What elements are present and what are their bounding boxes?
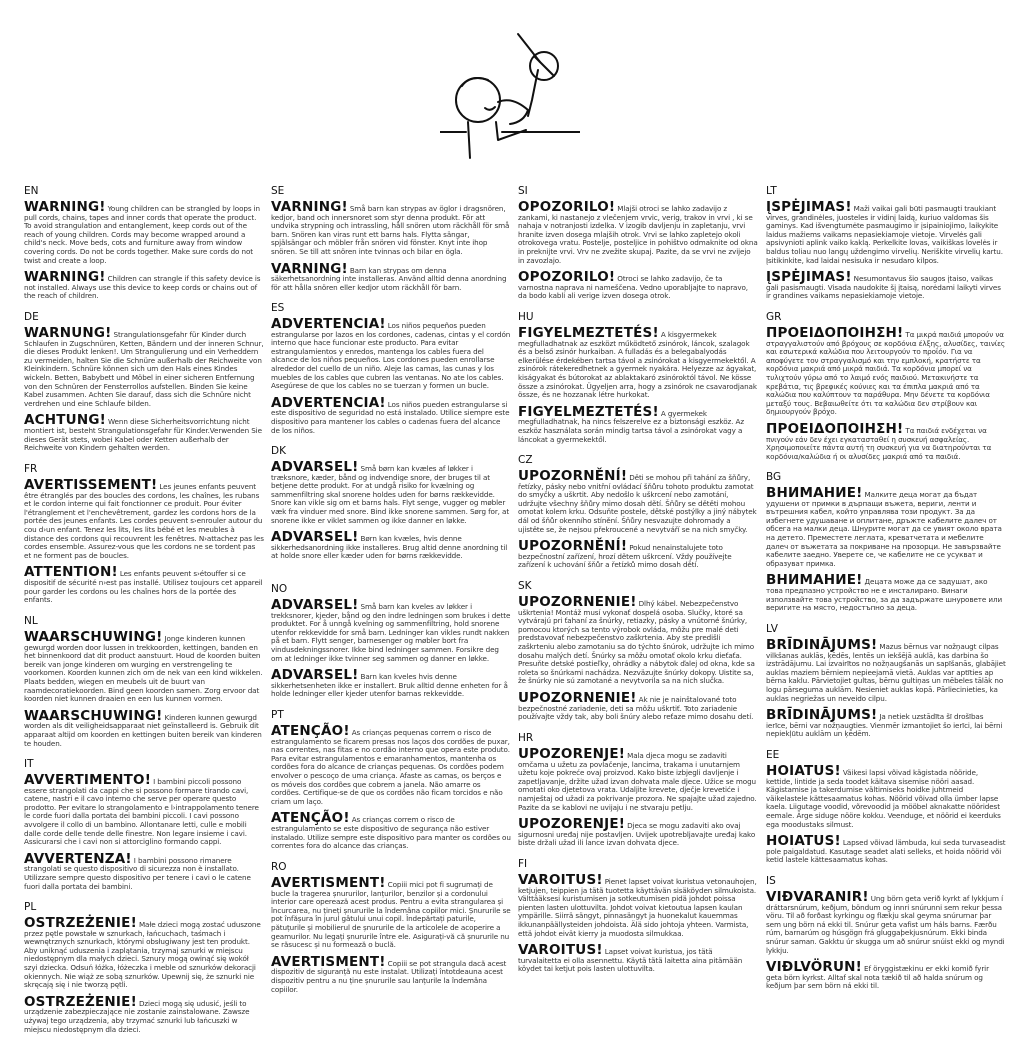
warning-paragraph [271,531,511,561]
warning-paragraph [24,271,264,301]
language-code: RO [271,861,287,873]
language-section-pl [24,901,264,1040]
language-section-sk [518,580,758,728]
warning-title: ADVARSEL! [271,667,359,684]
warning-title: BRĪDINĀJUMS! [766,707,878,724]
language-code: SE [271,185,285,197]
warning-text: Mazus bērnus var nožņaugt cilpas vilkšanas auklās, ķēdēs, lentēs un iekšējā auklā, kas darbina šo izstrādājumu. Lai izvairītos no nožņaugšanās un sapīšanās, glabājiet auklas maziem bērniem nepieejamā vietā. Auklas var aptīties ap bērna kaklu. Pārvietojiet gultas, bērnu gultiņas un mēbeles tālāk no logu pārseguma auklām. Nesieniet auklas kopā. Pārliecinieties, ka auklas negriežas un neveido cilpu. [766,642,1006,703]
warning-text: Väikesi lapsi võivad kägistada nööride, kettide, lintide ja seda toodet käitava sisemise nööri aasad. Kägistamise ja takerdumise vältimiseks hoidke juhtmeid väikelastele kättesaamatus kohas. Nöörid võivad olla ümber lapse kaela. Liigutage voodid, võrevoodid ja mööbel aknakatte nööridest eemale. Ärge siduge nööre kokku. Veenduge, et nöörid ei keerduks ega moodustaks silmust. [766,768,1001,829]
warning-paragraph [24,566,264,604]
warning-text: Maži vaikai gali būti pasmaugti traukiant virves, grandinėles, juosteles ir vidinį laidą, kuriuo valdomas šis gaminys. Kad išvengtumėte pasmaugimo ir įsipainiojimo, laikykite laidus mažiems vaikams nepasiekiamoje vietoje. Virvelės gali apsivynioti aplink vaiko kaklą. Perkelkite lovas, vaikiškas lovelės ir baldus toliau nuo langų uždengimo virvelių. Neriškite virvelių kartu. Įsitikinkite, kad laidai nesisuka ir nesudaro kilpos. [766,204,1003,265]
warning-title: WARNING! [24,269,106,286]
warning-title: AVERTISSEMENT! [24,477,158,493]
warning-text: Mala djeca mogu se zadaviti omčama u užetu za povlačenje, lancima, trakama i unutarnjem užetu koje pokreće ovaj proizvod. Kako biste izbjegli davljenje i zapetljavanje, držite užad izvan dohvata male djece. Užice se mogu omotati oko djetetova vrata. Udaljite krevete, dječje krevetiće i namještaj od užadi za pokrivanje prozora. Ne spajajte užad zajedno. Pazite da se kablovi ne uvijaju i ne stvaraju petlju. [518,751,757,812]
warning-title: OSTRZEŻENIE! [24,915,137,931]
warning-title: AVERTISMENT! [271,875,386,891]
language-code: NO [271,583,288,595]
language-section-si [518,185,758,307]
language-section-lt [766,185,1006,307]
warning-text: Los niños pueden estrangularse si este dispositivo de seguridad no está instalado. Utilice siempre este dispositivo para mantener los cables o cadenas fuera del alcance de los niños. [271,399,510,435]
warning-paragraph [766,709,1006,739]
language-code: NL [24,615,38,627]
warning-paragraph [518,596,758,686]
language-section-hr [518,732,758,854]
warning-paragraph [271,669,511,699]
language-section-en [24,185,264,307]
warning-text: As crianças correm o risco de estrangulamento se este dispositivo de segurança não estiver instalado. Utilize sempre este dispositivo para manter os cordões ou correntes fora do alcance das crianças. [271,815,511,851]
language-code: CZ [518,454,533,466]
warning-text: Lapsed võivad lämbuda, kui seda turvaseadist pole paigaldatud. Kasutage seadet alati selleks, et hoida nöörid või ketid lastele kättesaamatus kohas. [766,838,1006,865]
language-code: ES [271,302,285,314]
warning-paragraph [24,850,264,891]
warning-paragraph [518,874,758,938]
warning-paragraph [766,835,1006,865]
warning-title: UPOZORNENIE! [518,594,637,610]
language-section-pt [271,709,511,857]
language-code: EN [24,185,39,197]
warning-paragraph [518,271,758,301]
warning-title: ĮSPĖJIMAS! [766,199,852,215]
warning-paragraph [518,540,758,570]
language-code: IS [766,875,776,887]
warning-text: Dlhý kábel. Nebezpečenstvo uškrtenia! Montáž musí vykonať dospelá osoba. Slučky, ktoré sa vytvárajú pri ťahaní za šnúrky, retiazky, pásky a vnútorné šnúrky, pomocou ktorých sa tento výrobok ovláda, môžu pre malé deti predstavovať nebezpečenstvo zaškrtenia. Aby ste predišli zaškrteniu alebo zamotaniu sa do týchto šnúrok, udržujte ich mimo dosahu malých detí. Šnúrky sa môžu omotať okolo krku dieťaťa. Presuňte detské postieľky, ohrádky a nábytok ďalej od okna, kde sa roleta so šnúrkami nachádza. Nezväzujte šnúrky dokopy. Uistite sa, že šnúrky nie sú zamotané a nevytvorila sa na nich slučka. [518,599,755,686]
warning-text: Wenn diese Sicherheitsvorrichtung nicht montiert ist, besteht Strangulationsgefahr für Kinder.Verwenden Sie dieses Gerät stets, wobei Kabel oder Ketten außerhalb der Reichweite von Kindern gehalten werden. [24,417,262,453]
warning-text: Ef öryggistækinu er ekki komið fyrir geta börn kyrkst. Alltaf skal nota tækið til að halda snúrum og keðjum þar sem börn ná ekki til. [766,964,989,991]
warning-text: Ung börn geta verið kyrkt af lykkjum í dráttarsnúrum, keðjum, böndum og innri snúrunni sem rekur þessa vöru. Til að forðast kyrkingu og flækju skal geyma snúrurnar þar sem ung börn ná ekki til. Snúrur geta vafist um háls barns. Færðu rúm, barnarúm og húsgögn frá gluggaþekjusnúrum. Ekki binda snúrur saman. Gakktu úr skugga um að snúrur snúist ekki og myndi lykkju. [766,894,1005,955]
language-code: SI [518,185,528,197]
warning-title: ADVARSEL! [271,529,359,546]
warning-text: Los niños pequeños pueden estrangularse por lazos en los cordones, cadenas, cintas y el cordón interno que hace funcionar este producto. Para evitar estrangulamientos y enredos, mantenga los cables fuera del alcance de los niños pequeños. Los cordones pueden enrollarse alrededor del cuello de un niño. Aleje las camas, las cunas y los muebles de los cables que cubren las ventanas. No ate los cables. Asegúrese de que los cables no se tuerzan y formen un bucle. [271,321,511,391]
language-code: FI [518,858,528,870]
warning-text: A kisgyermekek megfulladhatnak az eszközt működtető zsinórok, láncok, szalagok és a belső zsinór hurkaiban. A fulladás és a belegabalyodás elkerülése érdekében tartsa távol a zsinórokat a kisgyermekektől. A zsinórok rátekeredhetnek a gyermek nyakára. Helyezze az ágyakat, kiságyakat és bútorokat az ablaktakaró zsinóroktól távol. Ne kösse össze a zsinórokat. Ügyeljen arra, hogy a zsinórok ne csavarodjanak össze, és ne hozzanak létre hurkokat. [518,330,757,400]
warning-text: Children can strangle if this safety device is not installed. Always use this device to keep cords or chains out of the reach of children. [24,274,261,301]
warning-paragraph [24,201,264,265]
warning-text: Małe dzieci mogą zostać uduszone przez pętle powstałe w sznurkach, łańcuchach, taśmach i wewnętrznych sznurkach, którymi obsługiwany jest ten produkt. Aby uniknąć uduszenia i zaplątania, trzymaj sznurki w miejscu niedostępnym dla małych dzieci. Sznury mogą owinąć się wokół szyi dziecka. Odsuń łóżka, łóżeczka i meble od sznurków dekoracji okiennych. Nie wiąż ze sobą sznurków. Upewnij się, że sznurki nie skręcają się i nie tworzą pętli. [24,920,261,990]
warning-title: VARNING! [271,199,348,215]
warning-paragraph [271,599,511,663]
warning-paragraph [271,201,511,257]
warning-title: VAROITUS! [518,942,603,959]
warning-title: ATTENTION! [24,564,118,581]
warning-paragraph [766,420,1006,461]
warning-title: OPOZORILO! [518,199,616,215]
warning-title: OPOZORILO! [518,269,616,286]
warning-text: Copiii mici pot fi sugrumați de bucle la tragerea șnururilor, lanțurilor, benzilor și a cordonului interior care operează acest produs. Pentru a evita strangularea și încurcarea, nu țineți șnururile la îndemâna copiilor mici. Șnururile se pot înfășura în jurul gâtului unui copil. Îndepărtați paturile, pătuțurile și mobilierul de șnururile de la articolele de acoperire a geamurilor. Nu legați șnururile între ele. Asigurați-vă că șnururile nu se răsucesc și nu formează o buclă. [271,880,511,950]
warning-paragraph [271,812,511,850]
warning-paragraph [518,201,758,265]
warning-paragraph [518,327,758,400]
warning-text: Barn kan kveles hvis denne sikkerhetsenheten ikke er installert. Bruk alltid denne enheten for å holde ledninger eller kjeder utenfor barnas rekkevidde. [271,672,508,699]
warning-title: ATENÇÃO! [271,723,350,739]
warning-title: WAARSCHUWING! [24,629,163,645]
warning-paragraph [24,414,264,452]
language-code: SK [518,580,532,592]
language-section-no [271,583,511,705]
warning-paragraph [766,271,1006,301]
warning-title: WAARSCHUWING! [24,707,163,724]
warning-title: UPOZORENJE! [518,746,626,762]
warning-paragraph [766,891,1006,955]
warning-paragraph [766,765,1006,829]
warning-text: Young children can be strangled by loops in pull cords, chains, tapes and inner cords that operate the product. To avoid strangulation and entanglement, keep cords out of the reach of young children. Cords may become wrapped around a child's neck. Move beds, cots and furniture away from window covering cords. Do not be cords together. Make sure cords do not twist and create a loop. [24,204,261,265]
language-section-es [271,302,511,441]
warning-paragraph [24,479,264,560]
language-section-se [271,185,511,298]
warning-paragraph [271,394,511,435]
language-code: IT [24,758,34,770]
warning-paragraph [518,689,758,722]
warning-text: I bambini piccoli possono essere strangolati da cappi che si possono formare tirando cavi, catene, nastri e il cavo interno che serve per operare questo prodotto. Per evitare lo strangolamento e l›intrappolamento tenere le corde fuori dalla portata dei bambini piccoli. I cavi possono avvolgere il collo di un bambino. Allontanare letti, culle e mobili dalle corde delle tende delle finestre. Non legare insieme i cavi. Assicurarsi che i cavi non si attorciglino formando cappi. [24,777,259,847]
warning-text: Děti se mohou při tahání za šňůry, řetízky, pásky nebo vnitřní ovládací šňůru tohoto produktu zamotat do smyčky a uškrtit. Aby nedošlo k uškrcení nebo zamotání, udržujte všechny šňůry mimo dosah dětí. Šňůry se dětěti mohou omotat kolem krku. Odsuňte postele, dětské postýlky a jiný nábytek dál od šňůr okenního stínění. Šňůry nesvazujte dohromady a ujistěte se, že nejsou překroucené a nevytváří se na nich smyčky. [518,473,757,534]
warning-title: VIÐVARANIR! [766,889,869,905]
language-section-de [24,311,264,459]
warning-text: Djeca se mogu zadaviti ako ovaj sigurnosni uređaj nije postavljen. Uvijek upotrebljavajte uređaj kako biste držali užad ili lance izvan dohvata djece. [518,821,756,848]
warning-paragraph [766,574,1006,612]
warning-text: Mlajši otroci se lahko zadavijo z zankami, ki nastanejo z vlečenjem vrvic, verig, trakov in vrvi , ki se nahaja v notranjosti izdelka. V izogib davljenju in zapletanju, vrvi hranite izven dosega mlajših otrok. Vrvi se lahko zapletejo okoli otrokovega vratu. Postelje, posteljice in pohištvo odmaknite od okna in preknijte vrvi. Vrv ne zvežite skupaj. Pazite, da se vrvi ne zvijejo in zavozlajo. [518,204,758,265]
warning-text: Barn kan strypas om denna säkerhetsanordning inte installeras. Använd alltid denna anordning för att hålla snören eller kedjor utom räckhåll för barn. [271,265,507,292]
warning-title: AVVERTENZA! [24,850,132,867]
language-section-bg [766,471,1006,619]
language-section-it [24,758,264,897]
warning-title: ΠΡΟΕΙΔΟΠΟΙΗΣΗ! [766,420,904,437]
language-section-fr [24,463,264,611]
warning-title: UPOZORNĚNÍ! [518,468,628,484]
warning-paragraph [518,403,758,444]
warning-paragraph [518,818,758,848]
warning-title: ADVERTENCIA! [271,394,386,411]
warning-title: UPOZORENJE! [518,816,626,833]
warning-title: ATENÇÃO! [271,810,350,827]
warning-text: Lapset voivat kuristua, jos tätä turvalaitetta ei olla asennettu. Käytä tätä laitetta aina pitämään köydet tai ketjut pois lasten ulottuvilta. [518,947,743,974]
warning-paragraph [24,774,264,847]
warning-text: Les enfants peuvent s›étouffer si ce dispositif de sécurité n›est pas installé. Utilisez toujours cet appareil pour garder les cordons ou les chaînes hors de la portée des enfants. [24,569,263,605]
warning-text: Pokud nenainstalujete toto bezpečnostní zařízení, hrozí dětem uškrcení. Vždy používejte zařízení k uchování šňůr a řetízků mimo dosah dětí. [518,543,732,570]
language-section-hu [518,311,758,450]
warning-text: As crianças pequenas correm o risco de estrangulamento se ficarem presas nos laços dos cordões de puxar, nas correntes, nas fitas e no cordão interno que opera este produto. Para evitar estrangulamentos e emaranhamentos, mantenha os cordões fora do alcance de crianças pequenas. Os cordões podem envolver o pescoço de uma criança. Afaste as camas, os berços e os móveis dos cordões que cobrem a janela. Não amarre os cordões. Certifique-se de que os cordões não ficam torcidos e não criam um laço. [271,728,510,806]
warning-title: WARNUNG! [24,325,112,341]
warning-text: Strangulationsgefahr für Kinder durch Schlaufen in Zugschnüren, Ketten, Bändern und der inneren Schnur, die dieses Produkt lenken!. Um Strangulierung und ein Verheddern zu vermeiden, halten Sie die Schnüre außerhalb der Reichweite von Kleinkindern. Schnüre können sich um den Hals eines Kindes wickeln. Betten, Babybett und Möbel in einer sicheren Entfernung von den Schnüren der Fensterrollos aufstellen. Binden Sie keine Kabel zusammen. Achten Sie darauf, dass sich die Schnüre nicht verdrehen und eine Schlaufe bilden. [24,330,264,408]
warning-text: Otroci se lahko zadavijo, če ta varnostna naprava ni nameščena. Vedno uporabljajte to napravo, da bodo kabli ali verige izven dosega otrok. [518,274,748,301]
warning-title: FIGYELMEZTETÉS! [518,325,659,341]
language-section-dk [271,445,511,567]
language-section-lv [766,623,1006,745]
language-section-ro [271,861,511,1000]
warning-paragraph [766,639,1006,703]
warning-text: Kinderen kunnen gewurgd worden als dit veiligheidsapparaat niet geïnstalleerd is. Gebruik dit apparaat altijd om koorden en kettingen buiten bereik van kinderen te houden. [24,712,262,748]
warning-title: ВНИМАНИЕ! [766,485,863,501]
language-code: DK [271,445,286,457]
language-code: LT [766,185,777,197]
language-code: EE [766,749,780,761]
warning-text: Små barn kan strypas av öglor i dragsnören, kedjor, band och innersnoret som styr denna produkt. För att undvika strypning och intrassling, håll snören utom räckhåll för små barn. Snören kan viras runt ett barns hals. Flytta sängar, spjälsängar och möbler från snören vid fönster. Knyt inte ihop snören. Se till att snören inte tvinnas och bilar en ögla. [271,204,510,256]
warning-text: Børn kan kvæles, hvis denne sikkerhedsanordning ikke installeres. Brug altid denne anordning til at holde snore eller kæder uden for børns rækkevidde. [271,534,508,561]
warning-title: ACHTUNG! [24,412,106,429]
warning-text: Ja netiek uzstādīta šī drošības ierīce, bērni var nožņaugties. Vienmēr izmantojiet šo ierīci, lai bērni nepiekļūtu auklām un ķēdēm. [766,712,1003,739]
warning-text: Pienet lapset voivat kuristua vetonauhojen, ketjujen, teippien ja tätä tuotetta käyttävän sisäköyden silmukoista. Välttääksesi kuristumisen ja sotkeutumisen pidä johdot poissa pienten lasten ulottuvilta. Johdot voivat kietoutua lapsen kaulan ympärille. Siirrä sängyt, pinnasängyt ja huonekalut kauemmas ikkunanpäällysteiden johdoista. Älä sido johtoja yhteen. Varmista, että johdot eivät kierry ja muodosta silmukkaa. [518,877,757,938]
warning-title: AVVERTIMENTO! [24,772,152,788]
language-code: BG [766,471,782,483]
language-section-fi [518,858,758,980]
language-section-gr [766,311,1006,467]
warning-title: UPOZORNENIE! [518,689,637,706]
language-section-ee [766,749,1006,871]
warning-text: Ak nie je nainštalované toto bezpečnostné zariadenie, deti sa môžu uškrtiť. Toto zariadenie používajte vždy tak, aby boli šnúry alebo reťaze mimo dosahu detí. [518,694,754,722]
warning-text: Малките деца могат да бъдат удушени от примки в дърпащи въжета, вериги, ленти и вътрешния кабел, който управлява този продукт. За да избегнете удушаване и оплитане, дръжте кабелите далеч от обсега на малки деца. Шнурите могат да се увият около врата на детето. Преместете леглата, креватчетата и мебелите далеч от въжетата за покриване на прозорци. Не завързвайте кабелите заедно. Уверете се, че кабелите не се усукват и образуват примка. [766,490,1002,568]
warning-title: ADVARSEL! [271,459,359,475]
warning-title: ВНИМАНИЕ! [766,572,863,589]
language-code: FR [24,463,38,475]
warning-title: WARNING! [24,199,106,215]
warning-title: FIGYELMEZTETÉS! [518,403,659,420]
warning-paragraph [271,461,511,525]
warning-paragraph [766,961,1006,991]
warning-title: VARNING! [271,260,348,277]
language-code: HU [518,311,534,323]
warning-paragraph [24,917,264,990]
warning-paragraph [271,318,511,391]
language-section-nl [24,615,264,754]
warning-title: OSTRZEŻENIE! [24,993,137,1010]
warning-paragraph [271,953,511,994]
warning-title: VIÐLVÖRUN! [766,959,863,976]
warning-text: Τα μικρά παιδιά μπορούν να στραγγαλιστούν από βρόχους σε κορδόνια έλξης, αλυσίδες, ταινίες και εσωτερικά καλώδια που λειτουργούν το προϊόν. Για να αποφύγετε τον στραγγαλισμό και την εμπλοκή, κρατήστε τα κορδόνια μακριά από μικρά παιδιά. Τα κορδόνια μπορεί να τυλιχτούν γύρω από το λαιμό ενός παιδιού. Μετακινήστε τα κρεβάτια, τις βρεφικές κούνιες και τα έπιπλα μακριά από τα καλώδια που καλύπτουν τα παράθυρα. Μην δένετε τα κορδόνια μεταξύ τους. Βεβαιωθείτε ότι τα καλώδια δεν στρίβουν και δημιουργούν βρόχο. [766,330,1005,417]
warning-paragraph [24,631,264,704]
language-section-is [766,875,1006,997]
warning-text: Dzieci mogą się udusić, jeśli to urządzenie zabezpieczające nie zostanie zainstalowane. Zawsze używaj tego urządzenia, aby trzymać sznurki lub łańcuszki w miejscu niedostępnym dla dzieci. [24,998,250,1034]
warning-paragraph [24,327,264,408]
warning-text: A gyermekek megfulladhatnak, ha nincs felszerelve ez a biztonsági eszköz. Az eszköz használata során mindig tartsa távol a zsinórokat vagy a láncokat a gyermekektől. [518,408,745,444]
child-pulling-cord-prohibited-icon [440,30,580,165]
language-code: DE [24,311,39,323]
warning-paragraph [271,260,511,293]
warning-title: VAROITUS! [518,872,603,888]
warning-title: BRĪDINĀJUMS! [766,637,878,653]
warning-text: Децата може да се задушат, ако това предпазно устройство не е инсталирано. Винаги използвайте това устройство, за да задържате шнуровете или веригите на място, недостъпно за деца. [766,577,1003,613]
warning-title: HOIATUS! [766,763,841,779]
warning-paragraph [518,944,758,974]
warning-title: ADVARSEL! [271,597,359,613]
warning-text: Små børn kan kvæles af løkker i træksnore, kæder, bånd og indvendige snore, der bruges til at betjene dette produkt. For at undgå risiko for kvælning og sammenfiltring skal snorene holdes uden for børns rækkevidde. Snore kan vikle sig om et barns hals. Flyt senge, vugger og møbler væk fra vinduer med snore. Bind ikke snorene sammen. Sørg for, at snorene ikke er viklet sammen og ikke danner en løkke. [271,464,510,525]
language-code: GR [766,311,782,323]
warning-text: Små barn kan kveles av løkker i trekksnorer, kjeder, bånd og den indre ledningen som brukes i dette produktet. For å unngå kvelning og sammenfiltring, hold snorene utenfor rekkevidde for små barn. Ledninger kan vikles rundt nakken på et barn. Flytt senger, barnesenger og møbler bort fra vindusdekningssnorer. Ikke bind ledninger sammen. Forsikre deg om at ledninger ikke tvinner seg sammen og danner en løkke. [271,602,511,663]
warning-paragraph [766,201,1006,265]
warning-text: Les jeunes enfants peuvent être étranglés par des boucles des cordons, les chaînes, les rubans et le cordon interne qui fait fonctionner ce produit. Pour éviter l'étranglement et l'enchevêtrement, gardez les cordons hors de la portée des jeunes enfants. Les cordes peuvent s›enrouler autour du cou d›un enfant. Tenez les lits, les lits bébé et les meubles à distance des cordons qui recouvrent les fenêtres. N›attachez pas les cordes ensemble. Assurez-vous que les cordons ne se tordent pas et ne forment pas de boucles. [24,482,264,560]
warning-text: Nesumontavus šio saugos įtaiso, vaikas gali pasismaugti. Visada naudokite šį įtaisą, norėdami laikyti virves ir grandines vaikams nepasiekiamoje vietoje. [766,274,1001,301]
language-code: LV [766,623,778,635]
warning-paragraph [24,993,264,1034]
warning-text: I bambini possono rimanere strangolati se questo dispositivo di sicurezza non è installato. Utilizzare sempre questo dispositivo per tenere i cavi o le catene fuori dalla portata dei bambini. [24,855,251,891]
warning-paragraph [271,877,511,950]
language-code: PL [24,901,37,913]
language-code: HR [518,732,534,744]
language-section-cz [518,454,758,576]
warning-title: UPOZORNĚNÍ! [518,538,628,555]
warning-paragraph [518,748,758,812]
warning-text: Jonge kinderen kunnen gewurgd worden door lussen in trekkoorden, kettingen, banden en het binnenkoord dat dit product aanstuurt. Houd de koorden buiten bereik van jonge kinderen om wurging en verstrengeling te voorkomen. Koorden kunnen zich om de nek van een kind wikkelen. Plaats bedden, wiegen en meubels uit de buurt van raamdecoratiekoorden. Bind geen koorden samen. Zorg ervoor dat koorden niet kunnen draaien en een lus kunnen vormen. [24,634,263,704]
warning-title: ĮSPĖJIMAS! [766,269,852,286]
warning-paragraph [518,470,758,534]
warning-paragraph [24,707,264,748]
warning-text: Copiii se pot strangula dacă acest dispozitiv de siguranță nu este instalat. Utilizați întotdeauna acest dispozitiv pentru a nu ține șnururile sau lanțurile la îndemâna copiilor. [271,958,507,994]
warning-paragraph [766,327,1006,417]
warning-title: ADVERTENCIA! [271,316,386,332]
warning-title: ΠΡΟΕΙΔΟΠΟΙΗΣΗ! [766,325,904,341]
warning-paragraph [271,725,511,806]
warning-paragraph [766,487,1006,568]
language-code: PT [271,709,284,721]
warning-title: HOIATUS! [766,833,841,850]
warning-title: AVERTISMENT! [271,953,386,970]
warning-text: Τα παιδιά ενδέχεται να πνιγούν εάν δεν έχει εγκατασταθεί η συσκευή ασφαλείας. Χρησιμοποιείτε πάντα αυτή τη συσκευή για να διατηρούνται τα κορδόνια/καλώδια ή οι αλυσίδες μακριά από τα παιδιά. [766,425,992,461]
